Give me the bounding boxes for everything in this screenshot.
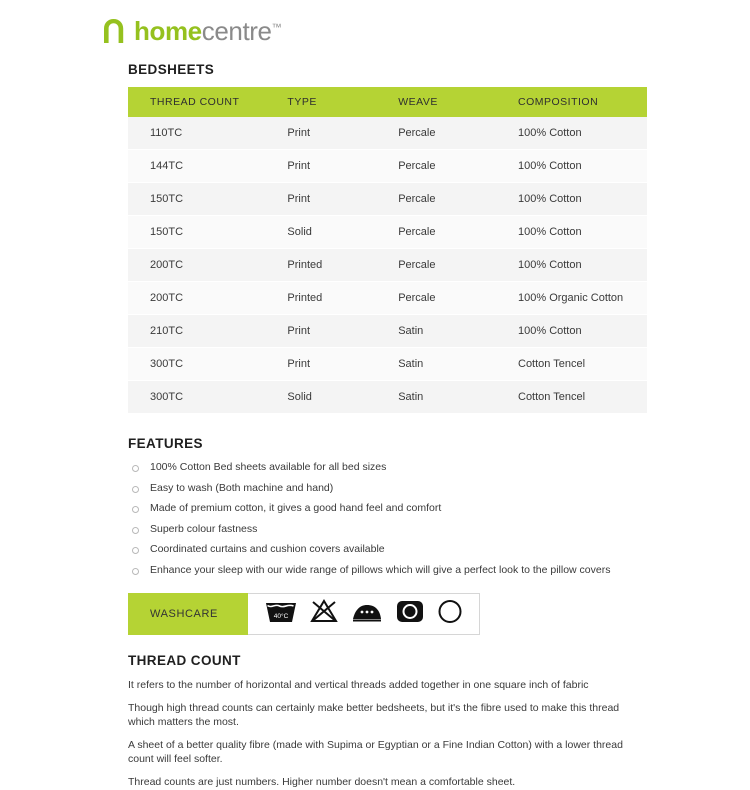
cell-thread-count: 300TC (128, 381, 269, 414)
feature-text: Coordinated curtains and cushion covers available (150, 543, 385, 556)
cell-weave: Percale (380, 183, 500, 216)
table-header (128, 87, 647, 117)
thread-count-section (128, 653, 647, 790)
bullet-icon (132, 506, 139, 513)
features-list (128, 461, 647, 577)
cell-composition: Cotton Tencel (500, 381, 647, 414)
table-row (128, 150, 647, 183)
table-header-row (128, 87, 647, 117)
page-title: BEDSHEETS (128, 62, 215, 77)
table-row (128, 117, 647, 150)
svg-text:40°C: 40°C (273, 613, 288, 621)
table-row (128, 216, 647, 249)
machine-wash-40-icon (264, 598, 298, 629)
bullet-icon (132, 465, 139, 472)
brand-name-second: centre (201, 16, 272, 46)
feature-text: Enhance your sleep with our wide range of pillows which will give a perfect look to the pillow covers (150, 563, 611, 576)
thread-count-paragraph: It refers to the number of horizontal and vertical threads added together in one square inch of fabric (128, 678, 589, 691)
list-item (128, 482, 647, 495)
iron-icon (350, 598, 384, 629)
cell-thread-count: 300TC (128, 348, 269, 381)
thread-count-paragraph: Though high thread counts can certainly make better bedsheets, but it's the fibre used to make this thread which matters the most. (128, 701, 620, 728)
cell-weave: Percale (380, 117, 500, 150)
cell-thread-count: 150TC (128, 183, 269, 216)
table-row (128, 348, 647, 381)
cell-thread-count: 110TC (128, 117, 269, 150)
cell-thread-count: 144TC (128, 150, 269, 183)
cell-type: Solid (269, 381, 380, 414)
brand-name-first: home (134, 16, 202, 46)
do-not-tumble-dry-icon (395, 598, 425, 629)
list-item (128, 564, 647, 577)
list-item (128, 461, 647, 474)
washcare-label: WASHCARE (128, 593, 248, 635)
bullet-icon (132, 486, 139, 493)
cell-weave: Satin (380, 381, 500, 414)
bedsheets-table (128, 87, 647, 414)
cell-type: Printed (269, 282, 380, 315)
column-header-weave: WEAVE (380, 87, 500, 117)
list-item (128, 523, 647, 536)
table-body (128, 117, 647, 414)
column-header-thread-count: THREAD COUNT (128, 87, 269, 117)
dry-clean-icon (436, 598, 464, 629)
trademark-symbol: ™ (271, 22, 282, 34)
cell-composition: 100% Cotton (500, 183, 647, 216)
cell-type: Print (269, 117, 380, 150)
table-row (128, 249, 647, 282)
cell-thread-count: 150TC (128, 216, 269, 249)
washcare-icon-strip (248, 593, 480, 635)
feature-text: Easy to wash (Both machine and hand) (150, 481, 334, 494)
bullet-icon (132, 547, 139, 554)
bullet-icon (132, 527, 139, 534)
cell-composition: Cotton Tencel (500, 348, 647, 381)
column-header-composition: COMPOSITION (500, 87, 647, 117)
list-item (128, 502, 647, 515)
brand-wordmark (134, 18, 281, 44)
cell-weave: Percale (380, 282, 500, 315)
table-row (128, 315, 647, 348)
table-row (128, 282, 647, 315)
thread-count-paragraph: Thread counts are just numbers. Higher number doesn't mean a comfortable sheet. (128, 776, 516, 789)
cell-composition: 100% Cotton (500, 216, 647, 249)
cell-weave: Percale (380, 249, 500, 282)
cell-composition: 100% Cotton (500, 117, 647, 150)
features-section (128, 436, 647, 577)
thread-count-paragraph: A sheet of a better quality fibre (made with Supima or Egyptian or a Fine Indian Cotton) with a lower thread count will feel softer. (128, 739, 623, 766)
washcare-section (128, 593, 647, 635)
thread-count-title: THREAD COUNT (128, 652, 241, 668)
list-item (128, 543, 647, 556)
cell-type: Print (269, 183, 380, 216)
feature-text: 100% Cotton Bed sheets available for all bed sizes (150, 461, 387, 473)
cell-composition: 100% Organic Cotton (500, 282, 647, 315)
cell-weave: Percale (380, 216, 500, 249)
brand-header (0, 0, 750, 56)
cell-composition: 100% Cotton (500, 249, 647, 282)
cell-weave: Satin (380, 315, 500, 348)
cell-weave: Satin (380, 348, 500, 381)
cell-type: Print (269, 150, 380, 183)
feature-text: Made of premium cotton, it gives a good hand feel and comfort (150, 502, 442, 515)
cell-type: Solid (269, 216, 380, 249)
cell-composition: 100% Cotton (500, 315, 647, 348)
features-title: FEATURES (128, 436, 203, 451)
cell-type: Printed (269, 249, 380, 282)
table-row (128, 381, 647, 414)
cell-thread-count: 200TC (128, 249, 269, 282)
content-column (0, 62, 750, 790)
cell-type: Print (269, 315, 380, 348)
do-not-bleach-icon (309, 598, 339, 629)
cell-composition: 100% Cotton (500, 150, 647, 183)
column-header-type: TYPE (269, 87, 380, 117)
bullet-icon (132, 568, 139, 575)
feature-text: Superb colour fastness (150, 522, 258, 535)
cell-thread-count: 210TC (128, 315, 269, 348)
cell-thread-count: 200TC (128, 282, 269, 315)
table-row (128, 183, 647, 216)
home-arch-icon (100, 16, 130, 46)
cell-weave: Percale (380, 150, 500, 183)
cell-type: Print (269, 348, 380, 381)
